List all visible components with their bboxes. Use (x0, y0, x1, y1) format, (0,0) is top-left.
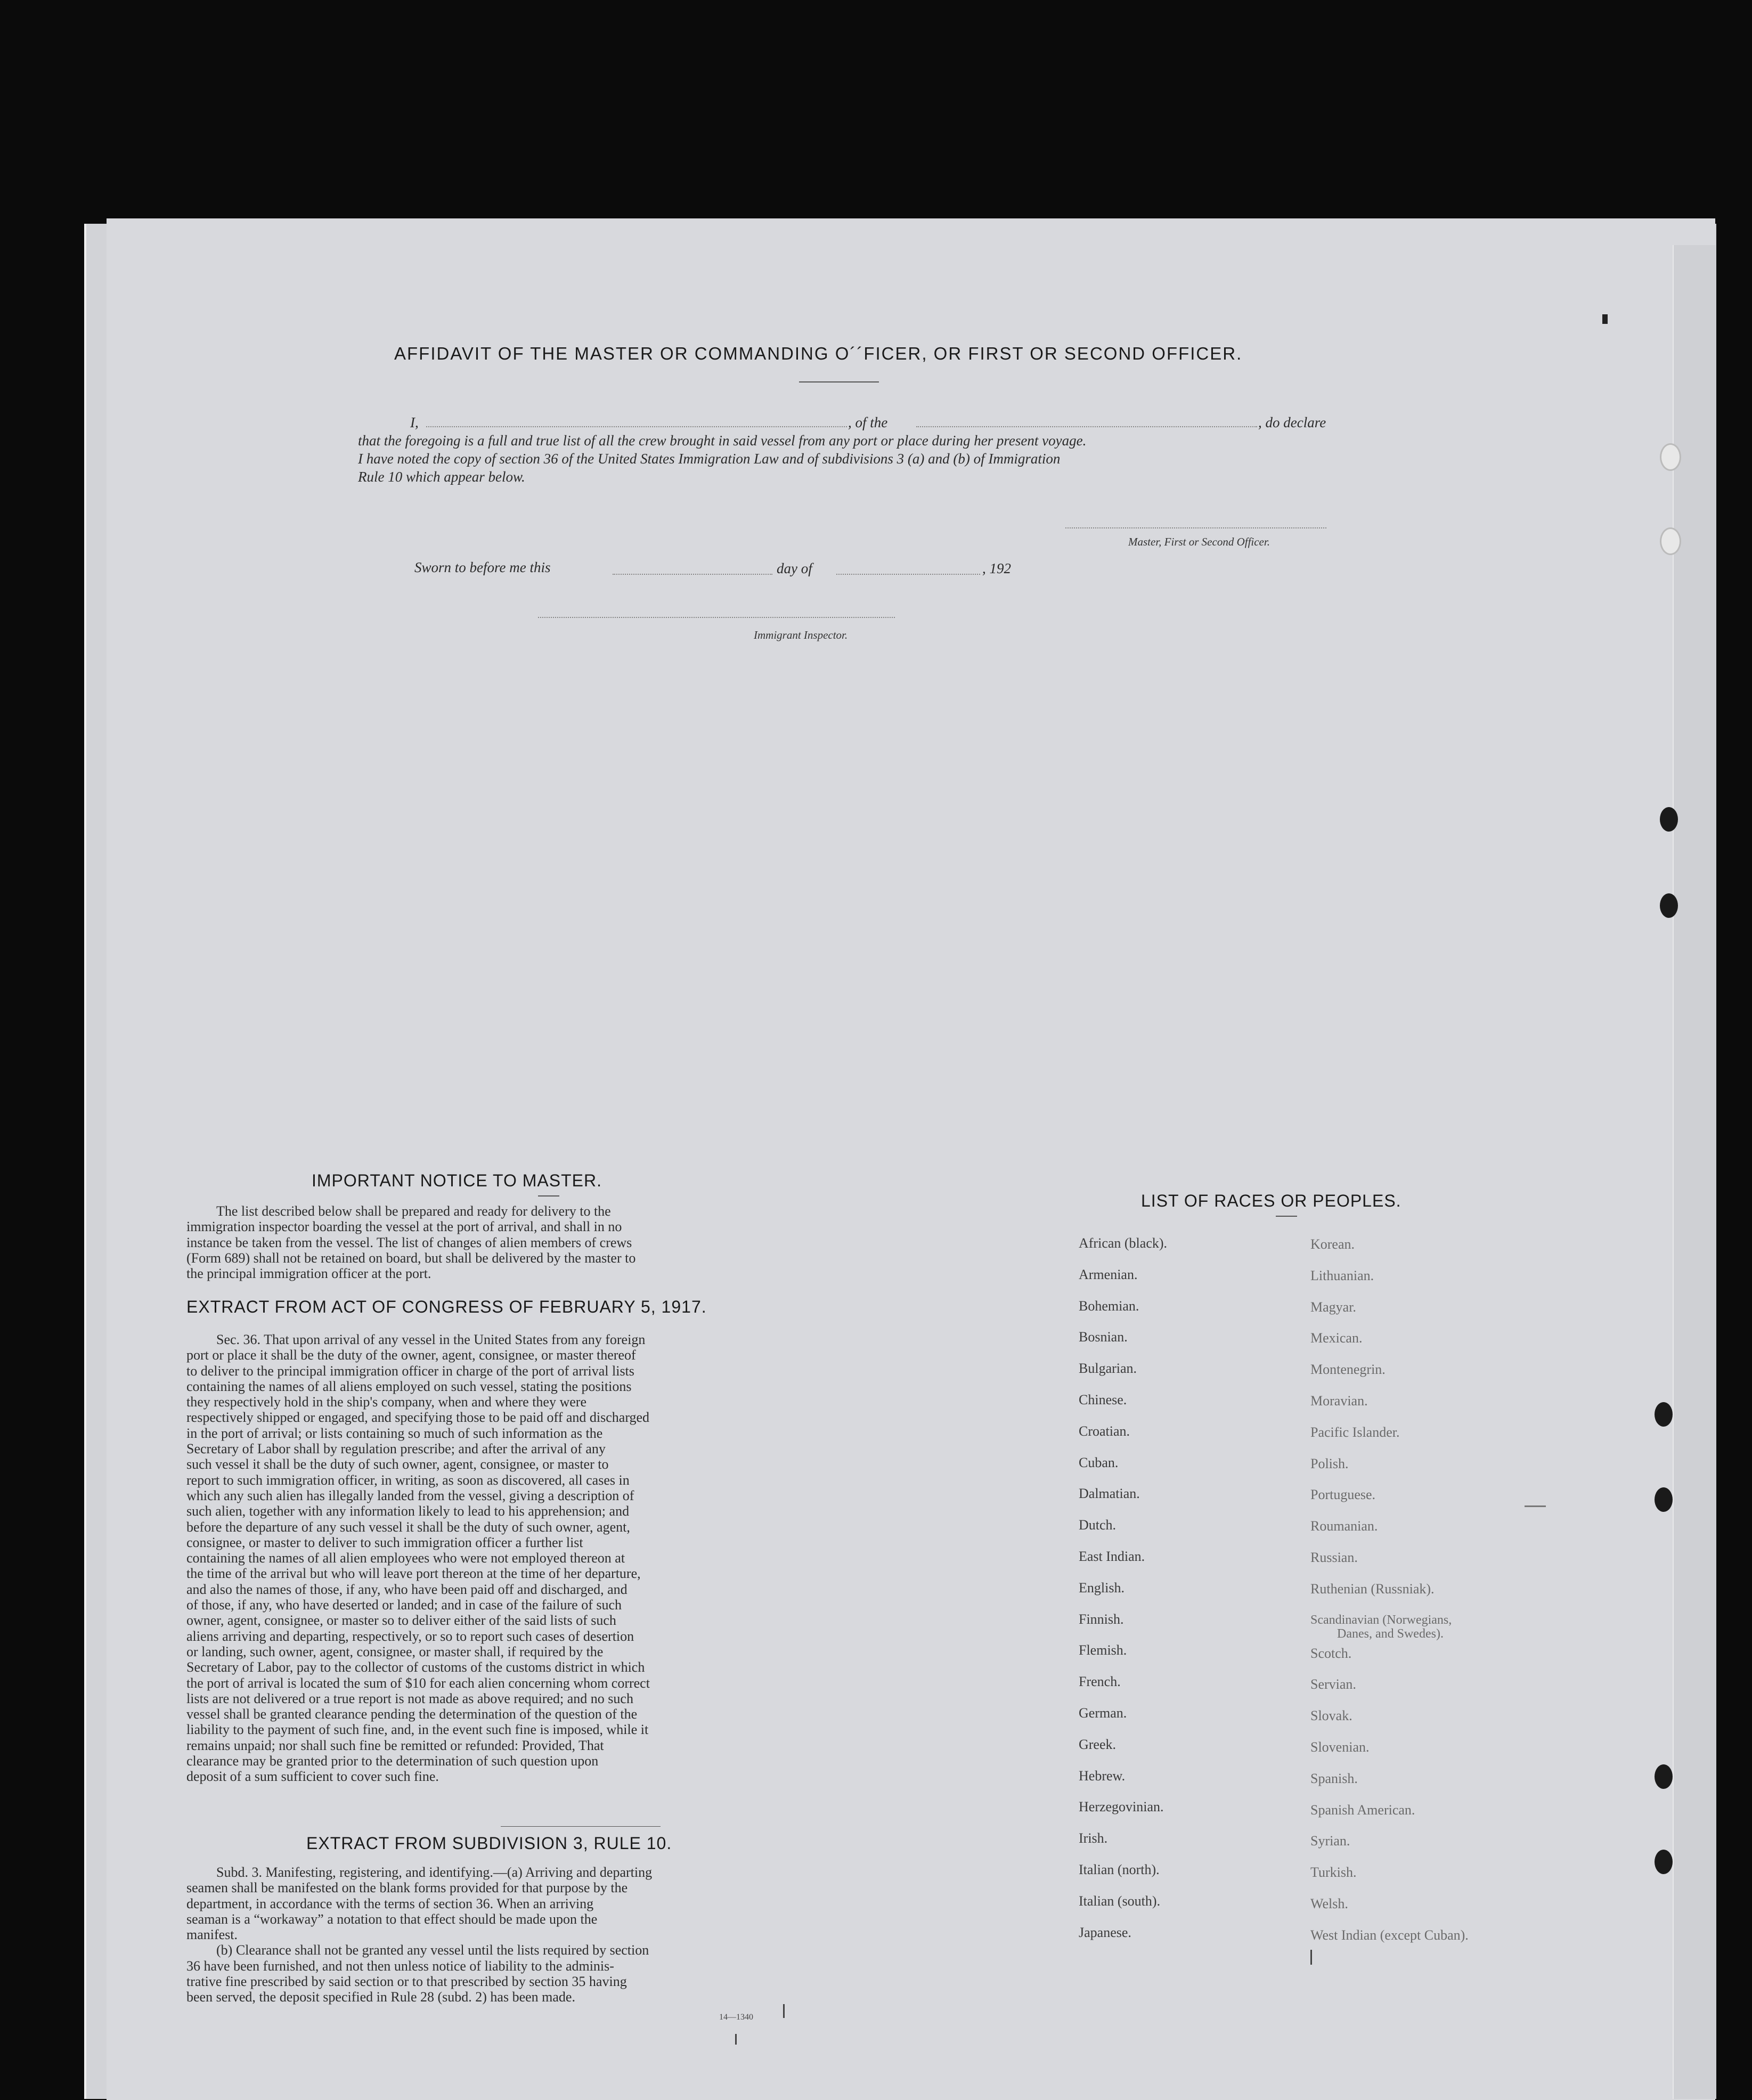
act-line: which any such alien has illegally landed from the vessel, giving a description of (186, 1487, 634, 1503)
binder-hole-icon (1660, 893, 1678, 918)
race-item: Italian (north). (1079, 1862, 1160, 1877)
page-edge (1673, 245, 1716, 2099)
affidavit-declare: , do declare (1258, 414, 1326, 430)
notice-line: (Form 689) shall not be retained on board, but shall be delivered by the master to (186, 1250, 636, 1266)
race-item: Russian. (1310, 1550, 1358, 1565)
race-item: Herzegovinian. (1079, 1799, 1164, 1815)
race-item: Mexican. (1310, 1330, 1363, 1346)
affidavit-i: I, (410, 414, 419, 430)
race-item: Chinese. (1079, 1392, 1127, 1407)
race-item: Ruthenian (Russniak). (1310, 1581, 1435, 1597)
rule-heading: EXTRACT FROM SUBDIVISION 3, RULE 10. (306, 1834, 672, 1853)
race-item: East Indian. (1079, 1549, 1145, 1564)
race-item: Magyar. (1310, 1299, 1356, 1315)
race-item: Armenian. (1079, 1266, 1138, 1282)
act-line: Sec. 36. That upon arrival of any vessel in the United States from any foreign (216, 1332, 646, 1347)
race-item: Roumanian. (1310, 1518, 1378, 1534)
year-text: , 192 (982, 560, 1011, 576)
act-line: liability to the payment of such fine, and, in the event such fine is imposed, while it (186, 1722, 649, 1738)
race-item: Dutch. (1079, 1517, 1117, 1533)
act-line: the time of the arrival but who will leave port thereon at the time of her departure, (186, 1566, 641, 1582)
binder-hole-icon (1655, 1764, 1673, 1789)
rule-line: seaman is a “workaway” a notation to that effect should be made upon the (186, 1911, 598, 1927)
race-item: Japanese. (1079, 1924, 1131, 1940)
rule-line: (b) Clearance shall not be granted any vessel until the lists required by section (216, 1942, 649, 1958)
act-line: deposit of a sum sufficient to cover such fine. (186, 1769, 439, 1785)
act-line: in the port of arrival; or lists containing so much of such information as the (186, 1425, 603, 1441)
binder-hole-icon (1655, 1487, 1673, 1512)
notice-rule (538, 1195, 559, 1196)
inspector-caption: Immigrant Inspector. (754, 629, 848, 641)
act-line: the port of arrival is located the sum of $10 for each alien concerning whom correct (186, 1675, 650, 1691)
race-item: Bosnian. (1079, 1329, 1128, 1345)
master-name-blank (426, 426, 847, 427)
race-item: Cuban. (1079, 1454, 1119, 1470)
race-item: Moravian. (1310, 1393, 1368, 1409)
act-line: vessel shall be granted clearance pending the determination of the question of the (186, 1706, 638, 1722)
race-item: Pacific Islander. (1310, 1424, 1400, 1440)
binder-hole-icon (1660, 807, 1678, 832)
race-item: Turkish. (1310, 1865, 1357, 1881)
act-line: port or place it shall be the duty of the owner, agent, consignee, or master thereof (186, 1347, 636, 1363)
inspector-signature-blank (538, 617, 895, 618)
margin-tick (1310, 1950, 1312, 1965)
race-item: West Indian (except Cuban). (1310, 1927, 1469, 1943)
race-item: Portuguese. (1310, 1487, 1376, 1503)
race-item: Welsh. (1310, 1896, 1348, 1911)
binder-hole-icon (1660, 443, 1681, 471)
document-page (107, 218, 1715, 2100)
binder-hole-icon (1655, 1850, 1673, 1874)
race-item: Spanish American. (1310, 1802, 1415, 1818)
ink-mark (1525, 1505, 1546, 1507)
notice-line: instance be taken from the vessel. The list of changes of alien members of crews (186, 1234, 632, 1250)
race-item: Servian. (1310, 1676, 1356, 1692)
rule-line: 36 have been furnished, and not then unless notice of liability to the adminis- (186, 1958, 614, 1974)
race-item: Greek. (1079, 1736, 1117, 1752)
act-heading: EXTRACT FROM ACT OF CONGRESS OF FEBRUARY 5, 1917. (186, 1297, 707, 1316)
races-heading: LIST OF RACES OR PEOPLES. (1141, 1191, 1401, 1210)
rule-line: manifest. (186, 1927, 238, 1943)
rule-line: been served, the deposit specified in Rule 28 (subd. 2) has been made. (186, 1989, 575, 2005)
rule-text (186, 1865, 794, 2005)
affidavit-text-4: Rule 10 which appear below. (358, 469, 525, 485)
race-item: Croatian. (1079, 1423, 1130, 1439)
race-item: Slovak. (1310, 1708, 1352, 1724)
sworn-text: Sworn to before me this (414, 559, 551, 575)
act-line: report to such immigration officer, in writing, as soon as discovered, all cases in (186, 1472, 630, 1488)
race-item: German. (1079, 1705, 1127, 1721)
day-blank (613, 574, 772, 575)
notice-text (186, 1203, 794, 1281)
rule-line: department, in accordance with the terms of section 36. When an arriving (186, 1895, 594, 1911)
race-item: Polish. (1310, 1455, 1349, 1471)
act-line: or landing, such owner, agent, consignee, or master shall, if required by the (186, 1643, 604, 1659)
act-line: Secretary of Labor, pay to the collector of customs of the customs district in which (186, 1659, 645, 1675)
month-blank (836, 574, 980, 575)
race-item: Scotch. (1310, 1645, 1352, 1661)
notice-line: the principal immigration officer at the port. (186, 1266, 431, 1282)
affidavit-text-2: that the foregoing is a full and true list of all the crew brought in said vessel from any port or place during her present voyage. (358, 433, 1087, 449)
race-item: Bulgarian. (1079, 1361, 1137, 1377)
act-line: consignee, or master to deliver to such immigration officer a further list (186, 1534, 583, 1550)
race-item: Danes, and Swedes). (1337, 1626, 1444, 1641)
act-line: respectively shipped or engaged, and specifying those to be paid off and discharged (186, 1410, 650, 1426)
race-item: Hebrew. (1079, 1768, 1126, 1784)
act-line: remains unpaid; nor shall such fine be remitted or refunded: Provided, That (186, 1737, 604, 1753)
race-item: Bohemian. (1079, 1298, 1139, 1314)
act-line: containing the names of all alien employees who were not employed thereon at (186, 1550, 625, 1566)
race-item: Irish. (1079, 1830, 1108, 1846)
race-item: Montenegrin. (1310, 1362, 1386, 1378)
affidavit-of-the: , of the (848, 414, 888, 430)
vessel-name-blank (916, 426, 1257, 427)
act-line: Secretary of Labor shall by regulation prescribe; and after the arrival of any (186, 1441, 606, 1457)
margin-tick (735, 2034, 737, 2045)
act-line: clearance may be granted prior to the determination of such question upon (186, 1753, 599, 1769)
act-line: before the departure of any such vessel it shall be the duty of such owner, agent, (186, 1519, 630, 1535)
affidavit-text-3: I have noted the copy of section 36 of the United States Immigration Law and of subdivisions 3 (a) and (b) of Immigration (358, 451, 1061, 467)
rule-line: trative fine prescribed by said section or to that prescribed by section 35 having (186, 1974, 627, 1990)
margin-tick (783, 2004, 785, 2018)
race-item: Korean. (1310, 1236, 1355, 1252)
act-line: lists are not delivered or a true report is not made as above required; and no such (186, 1690, 633, 1706)
act-line: they respectively hold in the ship's company, when and where they were (186, 1394, 586, 1410)
master-caption: Master, First or Second Officer. (1128, 535, 1270, 548)
race-item: Syrian. (1310, 1833, 1350, 1849)
rule-divider (501, 1826, 661, 1827)
act-text (186, 1332, 794, 1785)
race-item: Finnish. (1079, 1611, 1124, 1627)
master-signature-blank (1065, 527, 1326, 528)
ink-mark (1602, 314, 1608, 324)
race-item: Scandinavian (Norwegians, (1310, 1613, 1452, 1627)
notice-heading: IMPORTANT NOTICE TO MASTER. (312, 1171, 602, 1190)
form-number: 14—1340 (719, 2013, 753, 2022)
notice-line: immigration inspector boarding the vessel at the port of arrival, and shall in no (186, 1219, 622, 1235)
rule-line: Subd. 3. Manifesting, registering, and identifying.—(a) Arriving and departing (216, 1865, 653, 1880)
binder-hole-icon (1660, 527, 1681, 555)
act-line: and also the names of those, if any, who have been paid off and discharged, and (186, 1581, 628, 1597)
race-item: Italian (south). (1079, 1893, 1161, 1909)
race-item: Dalmatian. (1079, 1486, 1140, 1502)
act-line: aliens arriving and departing, respectively, or so to report such cases of desertion (186, 1628, 634, 1644)
notice-line: The list described below shall be prepared and ready for delivery to the (216, 1203, 611, 1219)
day-of-text: day of (777, 560, 812, 576)
affidavit-title: AFFIDAVIT OF THE MASTER OR COMMANDING O´´FICER, OR FIRST OR SECOND OFFICER. (394, 344, 1243, 363)
act-line: to deliver to the principal immigration officer in charge of the port of arrival lists (186, 1363, 634, 1379)
binder-hole-icon (1655, 1402, 1673, 1427)
races-rule (1276, 1216, 1297, 1217)
act-line: such vessel it shall be the duty of such owner, agent, consignee, or master to (186, 1456, 609, 1472)
rule-line: seamen shall be manifested on the blank forms provided for that purpose by the (186, 1880, 628, 1896)
act-line: containing the names of all aliens employed on such vessel, stating the positions (186, 1378, 632, 1394)
race-item: English. (1079, 1580, 1124, 1596)
race-item: Spanish. (1310, 1770, 1358, 1786)
race-item: African (black). (1079, 1235, 1168, 1251)
act-line: owner, agent, consignee, or master so to deliver either of the said lists of such (186, 1613, 616, 1629)
act-line: such alien, together with any information likely to lead to his apprehension; and (186, 1503, 630, 1519)
race-item: Lithuanian. (1310, 1267, 1374, 1283)
race-item: French. (1079, 1674, 1121, 1690)
title-rule (799, 381, 879, 382)
act-line: of those, if any, who have deserted or landed; and in case of the failure of such (186, 1597, 622, 1613)
race-item: Slovenian. (1310, 1739, 1370, 1755)
race-item: Flemish. (1079, 1642, 1127, 1658)
